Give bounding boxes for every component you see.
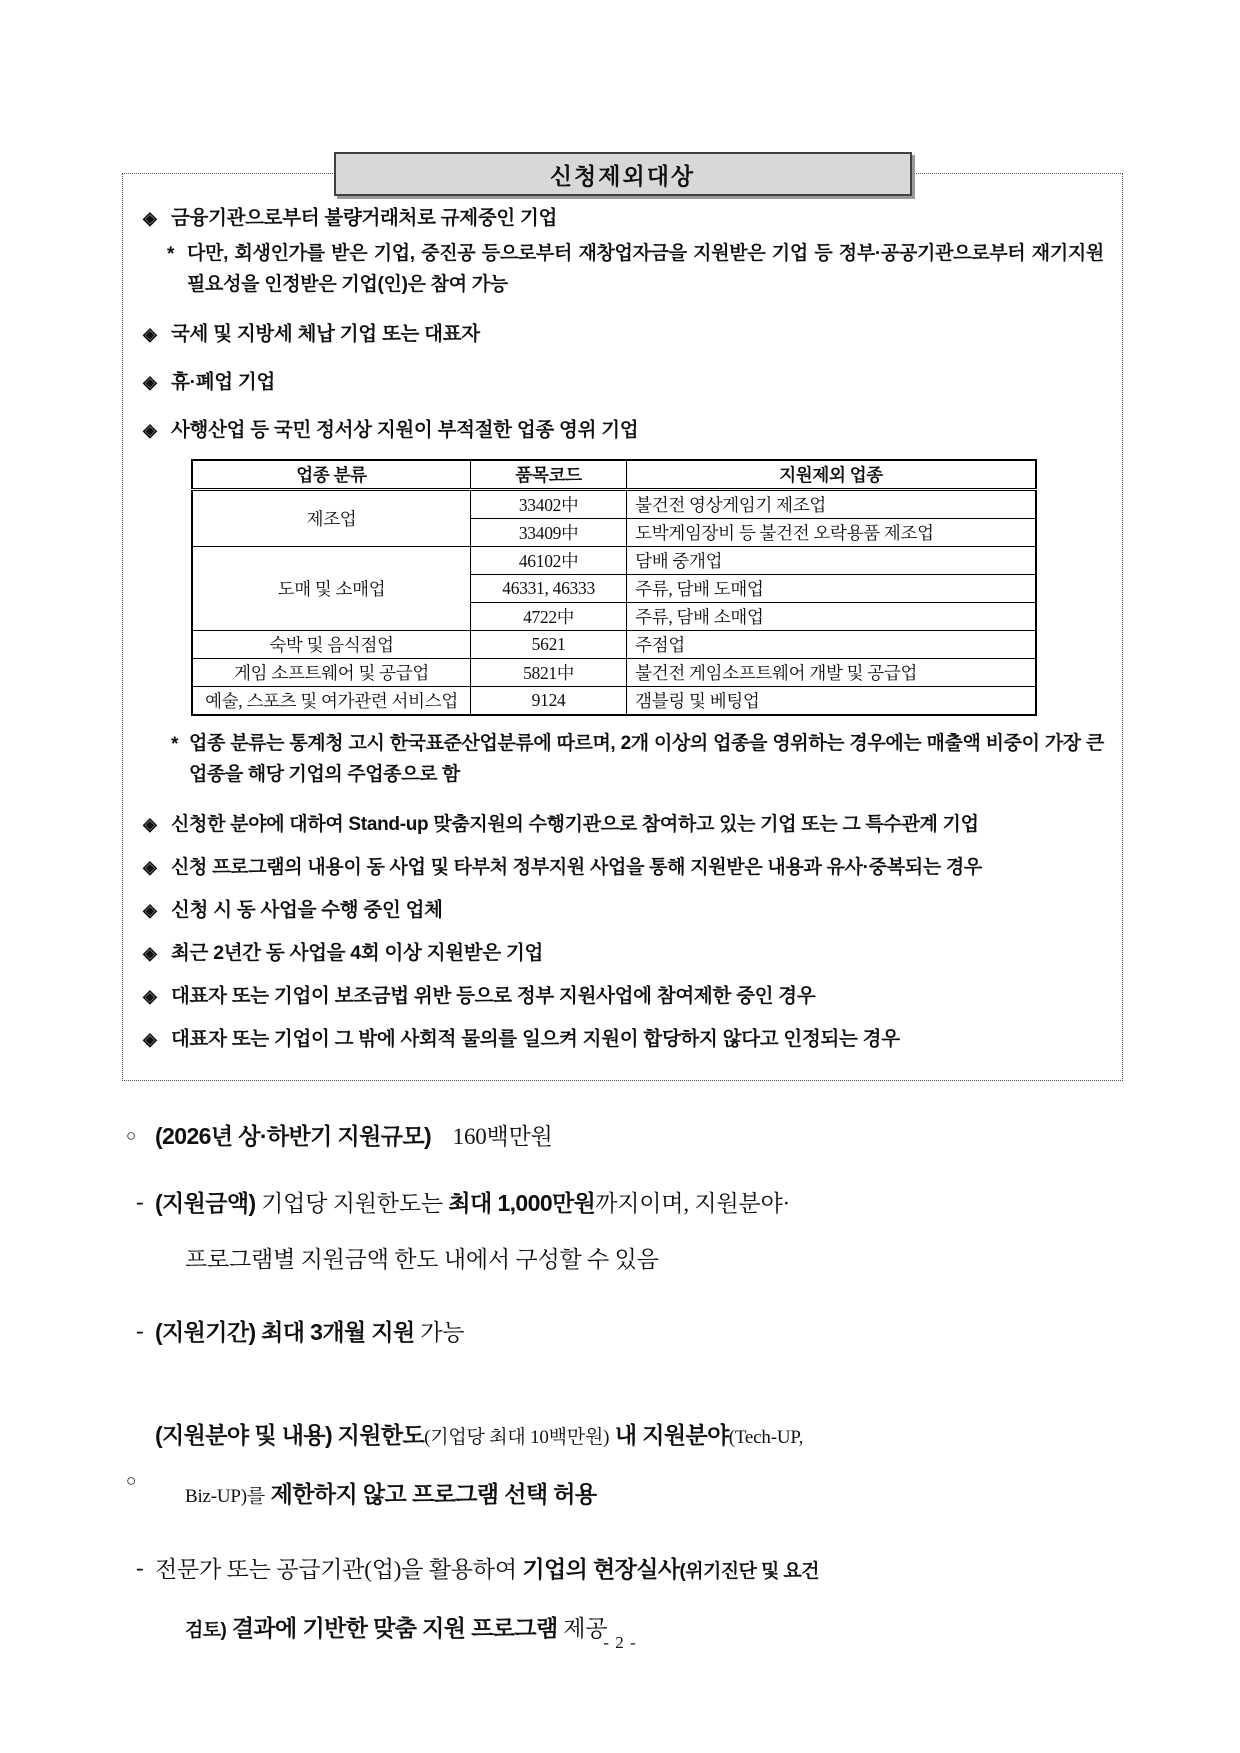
exclusion-bullet (141, 939, 1104, 968)
bullet-text: 신청 프로그램의 내용이 동 사업 및 타부처 정부지원 사업을 통해 지원받은 내용과 유사·중복되는 경우 (171, 857, 982, 878)
bullet-text: 신청 시 동 사업을 수행 중인 업체 (171, 899, 443, 921)
dash-bullet-icon: - (136, 1189, 144, 1214)
expert-bold: 기업의 현장실사 (522, 1556, 680, 1582)
diamond-bullet-icon: ◈ (143, 324, 157, 344)
support-period-bold: 최대 3개월 지원 (261, 1319, 415, 1345)
support-period-line (122, 1304, 1124, 1361)
table-row (192, 490, 1036, 519)
column-header-code: 품목코드 (471, 460, 627, 490)
support-scale-label: (2026년 상·하반기 지원규모) (155, 1123, 432, 1149)
category-cell: 도매 및 소매업 (192, 547, 471, 631)
excluded-cell: 갬블링 및 베팅업 (627, 687, 1036, 716)
expert-line1 (122, 1541, 1124, 1600)
diamond-bullet-icon: ◈ (143, 420, 157, 440)
dash-bullet-icon: - (136, 1318, 144, 1343)
bullet-text: 사행산업 등 국민 정서상 지원이 부적절한 업종 영위 기업 (171, 419, 639, 441)
bullet-text: 국세 및 지방세 체납 기업 또는 대표자 (171, 323, 480, 345)
support-field-line1 (122, 1407, 1124, 1490)
excluded-cell: 주류, 담배 소매업 (627, 603, 1036, 631)
diamond-bullet-icon: ◈ (143, 943, 157, 963)
exclusion-bullet (141, 810, 1104, 839)
circle-bullet-icon: ○ (126, 1126, 137, 1145)
support-period-text: 가능 (420, 1320, 465, 1345)
expert-bold: 결과에 기반한 맞춤 지원 프로그램 (231, 1615, 558, 1641)
bullet-text: 대표자 또는 기업이 보조금법 위반 등으로 정부 지원사업에 참여제한 중인 경우 (171, 985, 816, 1007)
diamond-bullet-icon: ◈ (143, 372, 157, 392)
expert-text: 전문가 또는 공급기관(업)을 활용하여 (155, 1557, 517, 1582)
support-field-bold: 내 지원분야 (614, 1422, 729, 1448)
table-row (192, 659, 1036, 687)
excluded-cell: 주점업 (627, 631, 1036, 659)
support-amount-text: 프로그램별 지원금액 한도 내에서 구성할 수 있음 (185, 1247, 659, 1272)
diamond-bullet-icon: ◈ (143, 814, 157, 834)
bullet-text: 휴·폐업 기업 (171, 371, 275, 393)
table-row (192, 547, 1036, 575)
exclusion-bullet (141, 416, 1104, 445)
support-amount-line1 (122, 1175, 1124, 1232)
excluded-cell: 주류, 담배 도매업 (627, 575, 1036, 603)
support-field-paren: (기업당 최대 10백만원) (424, 1427, 610, 1448)
circle-bullet-icon: ○ (126, 1471, 137, 1490)
table-row (192, 631, 1036, 659)
category-cell: 예술, 스포츠 및 여가관련 서비스업 (192, 687, 471, 716)
diamond-bullet-icon: ◈ (143, 986, 157, 1006)
page-number: - 2 - (603, 1633, 637, 1652)
exclusion-bullet (141, 368, 1104, 397)
table-row (192, 687, 1036, 716)
expert-paren: 검토) (185, 1620, 227, 1641)
exclusion-bullet (141, 320, 1104, 349)
bullet-text: 신청한 분야에 대하여 Stand-up 맞춤지원의 수행기관으로 참여하고 있는 기업 또는 그 특수관계 기업 (171, 814, 979, 835)
support-details-section (122, 1108, 1124, 1659)
expert-paren: (위기진단 및 요건 (679, 1561, 819, 1582)
excluded-cell: 담배 중개업 (627, 547, 1036, 575)
exclusion-bullet (141, 204, 1104, 233)
code-cell: 33402中 (471, 490, 627, 519)
code-cell: 4722中 (471, 603, 627, 631)
support-field-bold: 제한하지 않고 프로그램 선택 허용 (270, 1481, 597, 1507)
exclusion-bullet (141, 853, 1104, 882)
support-scale-value: 160백만원 (452, 1124, 553, 1149)
asterisk-icon: * (171, 734, 178, 755)
exclusion-title: 신청제외대상 (334, 152, 912, 196)
diamond-bullet-icon: ◈ (143, 208, 157, 228)
table-note (141, 728, 1104, 790)
bullet-text: 금융기관으로부터 불량거래처로 규제중인 기업 (171, 207, 558, 229)
exclusion-bullet (141, 1025, 1104, 1054)
support-field-label: (지원분야 및 내용) (155, 1422, 333, 1448)
excluded-cell: 불건전 영상게임기 제조업 (627, 490, 1036, 519)
diamond-bullet-icon: ◈ (143, 900, 157, 920)
exclusion-section (122, 152, 1123, 1081)
code-cell: 46331, 46333 (471, 575, 627, 603)
support-amount-text: 까지이며, 지원분야· (595, 1191, 790, 1216)
code-cell: 33409中 (471, 519, 627, 547)
exclusion-bullet (141, 982, 1104, 1011)
category-cell: 제조업 (192, 490, 471, 547)
support-field-bold: 지원한도 (337, 1422, 425, 1448)
code-cell: 9124 (471, 687, 627, 716)
code-cell: 5621 (471, 631, 627, 659)
bullet-text: 대표자 또는 기업이 그 밖에 사회적 물의를 일으켜 지원이 합당하지 않다고 인정되는 경우 (171, 1028, 900, 1050)
support-period-label: (지원기간) (155, 1319, 256, 1345)
expert-text: 제공 (563, 1616, 608, 1641)
diamond-bullet-icon: ◈ (143, 1029, 157, 1049)
column-header-category: 업종 분류 (192, 460, 471, 490)
support-amount-line2 (122, 1232, 1124, 1288)
code-cell: 5821中 (471, 659, 627, 687)
exclusion-footnote (141, 238, 1104, 300)
excluded-cell: 도박게임장비 등 불건전 오락용품 제조업 (627, 519, 1036, 547)
support-field-line2 (122, 1466, 1124, 1525)
support-scale-line (122, 1108, 1124, 1165)
support-field-paren: Biz-UP)를 (185, 1486, 266, 1507)
exclusion-box-body (122, 173, 1123, 1081)
table-header-row (192, 460, 1036, 490)
category-cell: 게임 소프트웨어 및 공급업 (192, 659, 471, 687)
diamond-bullet-icon: ◈ (143, 857, 157, 877)
support-field-paren: (Tech-UP, (728, 1427, 804, 1448)
industry-exclusion-table (191, 459, 1037, 716)
footnote-text: 다만, 회생인가를 받은 기업, 중진공 등으로부터 재창업자금을 지원받은 기업 등 정부·공공기관으로부터 재기지원 필요성을 인정받은 기업(인)은 참여 가능 (187, 243, 1104, 295)
dash-bullet-icon: - (136, 1555, 144, 1580)
excluded-cell: 불건전 게임소프트웨어 개발 및 공급업 (627, 659, 1036, 687)
asterisk-icon: * (167, 244, 175, 265)
support-amount-label: (지원금액) (155, 1190, 256, 1216)
bullet-text: 최근 2년간 동 사업을 4회 이상 지원받은 기업 (171, 942, 544, 964)
support-amount-text: 기업당 지원한도는 (261, 1191, 443, 1216)
column-header-excluded: 지원제외 업종 (627, 460, 1036, 490)
exclusion-bullet (141, 896, 1104, 925)
category-cell: 숙박 및 음식점업 (192, 631, 471, 659)
table-note-text: 업종 분류는 통계청 고시 한국표준산업분류에 따르며, 2개 이상의 업종을 영위하는 경우에는 매출액 비중이 가장 큰 업종을 해당 기업의 주업종으로 함 (189, 733, 1104, 785)
code-cell: 46102中 (471, 547, 627, 575)
support-amount-max: 최대 1,000만원 (448, 1190, 596, 1216)
